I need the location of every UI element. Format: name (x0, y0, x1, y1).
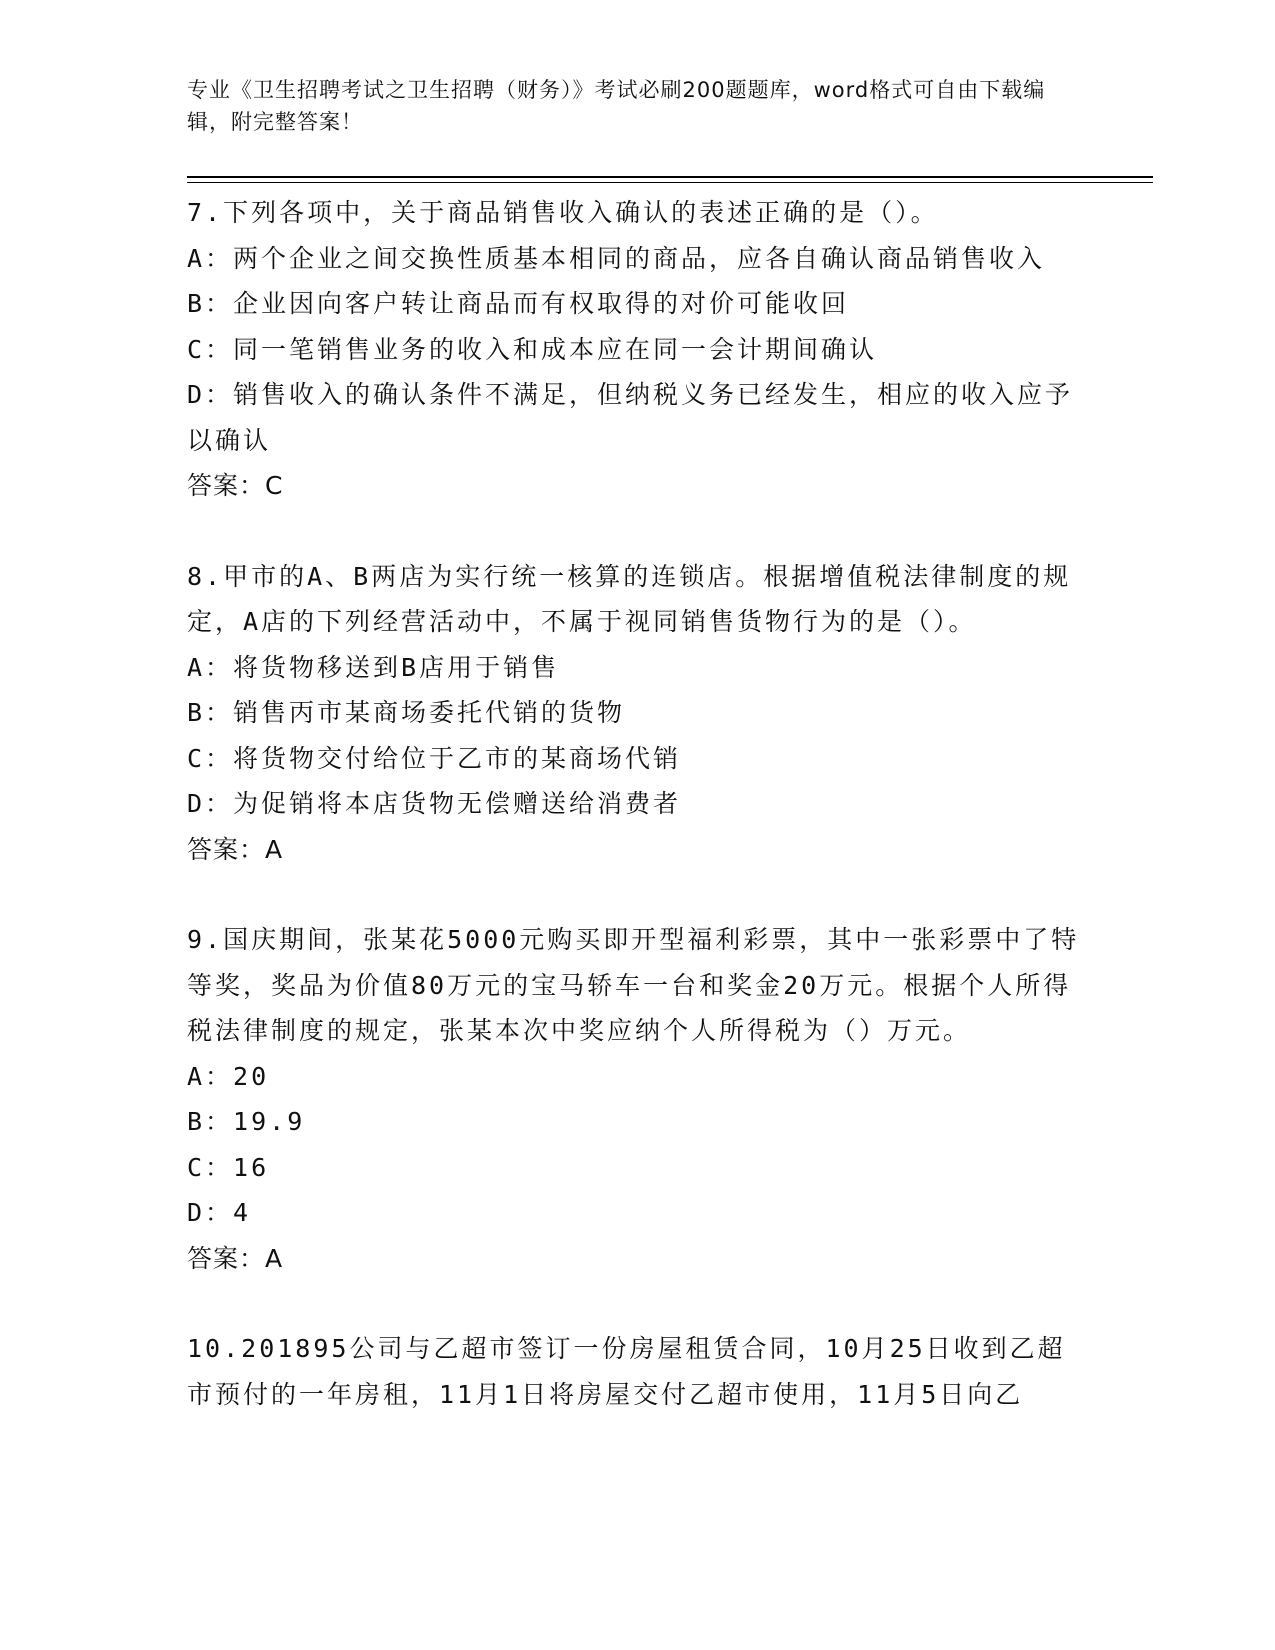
question-stem: 9.国庆期间，张某花5000元购买即开型福利彩票，其中一张彩票中了特等奖，奖品为价值80万元的宝马轿车一台和奖金20万元。根据个人所得税法律制度的规定，张某本次中奖应纳个人所得税为（）万元。 (187, 925, 1080, 1045)
question-9 (187, 917, 1087, 1281)
question-10 (187, 1326, 1087, 1417)
option-d: D：4 (187, 1198, 252, 1227)
document-header: 专业《卫生招聘考试之卫生招聘（财务）》考试必刷200题题库，word格式可自由下载编辑，附完整答案！ (187, 78, 1046, 134)
option-b: B：企业因向客户转让商品而有权取得的对价可能收回 (187, 289, 850, 318)
question-stem: 8.甲市的A、B两店为实行统一核算的连锁店。根据增值税法律制度的规定，A店的下列经营活动中，不属于视同销售货物行为的是（）。 (187, 561, 1072, 636)
option-b: B：销售丙市某商场委托代销的货物 (187, 698, 626, 727)
option-a: A：20 (187, 1061, 270, 1091)
header-divider-thick (187, 176, 1153, 178)
option-c: C：16 (187, 1152, 270, 1182)
option-d: D：销售收入的确认条件不满足，但纳税义务已经发生，相应的收入应予以确认 (187, 380, 1074, 455)
header-divider-thin (187, 182, 1153, 183)
option-a: A：将货物移送到B店用于销售 (187, 652, 560, 682)
option-a: A：两个企业之间交换性质基本相同的商品，应各自确认商品销售收入 (187, 243, 1046, 273)
option-c: C：将货物交付给位于乙市的某商场代销 (187, 743, 682, 773)
answer: 答案：A (187, 1243, 284, 1273)
option-b: B：19.9 (187, 1107, 306, 1136)
question-7 (187, 190, 1087, 509)
answer: 答案：C (187, 471, 284, 500)
question-8 (187, 554, 1087, 873)
question-list (187, 190, 1087, 1417)
option-c: C：同一笔销售业务的收入和成本应在同一会计期间确认 (187, 334, 878, 364)
question-stem: 10.201895公司与乙超市签订一份房屋租赁合同，10月25日收到乙超市预付的一年房租，11月1日将房屋交付乙超市使用，11月5日向乙 (187, 1334, 1066, 1409)
option-d: D：为促销将本店货物无偿赠送给消费者 (187, 789, 682, 818)
question-stem: 7.下列各项中，关于商品销售收入确认的表述正确的是（）。 (187, 198, 939, 227)
answer: 答案：A (187, 834, 284, 864)
